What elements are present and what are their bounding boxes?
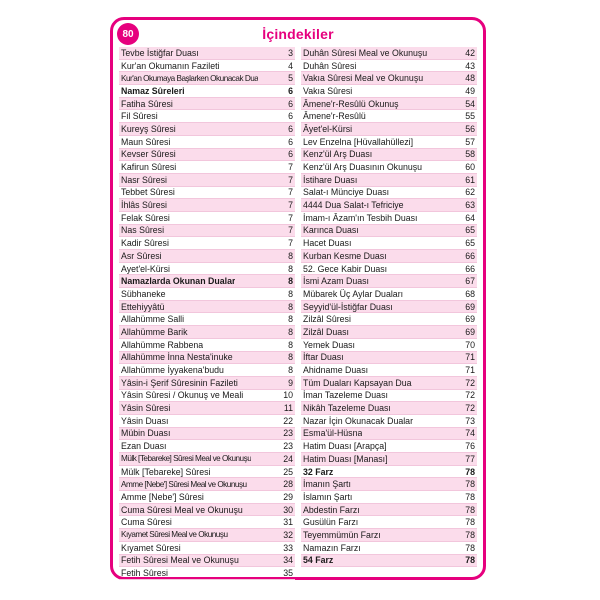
toc-entry-page: 43 [465, 60, 475, 71]
toc-entry [301, 60, 477, 73]
toc-entry-page: 71 [465, 365, 475, 376]
toc-section-heading [119, 275, 295, 288]
toc-entry-page: 8 [288, 301, 293, 312]
toc-entry-label: Yâsin-i Şerif Sûresinin Fazileti [121, 377, 238, 388]
toc-entry-page: 57 [465, 136, 475, 147]
toc-section-heading [301, 466, 477, 479]
toc-entry-page: 64 [465, 212, 475, 223]
toc-entry-page: 78 [465, 479, 475, 490]
toc-entry [119, 60, 295, 73]
toc-entry-page: 68 [465, 288, 475, 299]
toc-entry-page: 56 [465, 123, 475, 134]
toc-entry [119, 225, 295, 238]
toc-entry-page: 76 [465, 441, 475, 452]
toc-entry-label: Namazlarda Okunan Dualar [121, 276, 236, 287]
toc-entry-label: İman Tazeleme Duası [303, 390, 388, 401]
toc-entry-page: 5 [288, 73, 293, 84]
toc-entry-page: 49 [465, 85, 475, 96]
toc-columns [119, 47, 477, 580]
toc-entry-label: Tebbet Sûresi [121, 187, 175, 198]
toc-entry-label: Zilzâl Duası [303, 326, 349, 337]
toc-section-heading [119, 85, 295, 98]
toc-entry-page: 78 [465, 504, 475, 515]
toc-entry-label: Seyyid'ül-İstiğfar Duası [303, 301, 393, 312]
toc-entry-label: Kıyamet Sûresi [121, 542, 181, 553]
toc-entry [119, 440, 295, 453]
toc-entry-page: 8 [288, 250, 293, 261]
toc-entry [301, 453, 477, 466]
toc-entry-page: 7 [288, 162, 293, 173]
toc-entry-label: Ezan Duası [121, 441, 167, 452]
toc-entry-page: 8 [288, 352, 293, 363]
toc-entry [119, 301, 295, 314]
toc-entry-page: 35 [283, 568, 293, 579]
toc-entry [301, 491, 477, 504]
toc-entry [301, 199, 477, 212]
toc-entry-page: 32 [283, 529, 293, 540]
toc-entry [119, 123, 295, 136]
toc-entry-label: Allahümme İyyakena'budu [121, 365, 224, 376]
toc-entry-page: 33 [283, 542, 293, 553]
toc-entry-label: Fetih Sûresi Meal ve Okunuşu [121, 555, 239, 566]
toc-entry-label: Ahidname Duası [303, 365, 369, 376]
toc-entry [119, 313, 295, 326]
toc-entry [301, 377, 477, 390]
toc-entry [119, 237, 295, 250]
toc-entry-label: 54 Farz [303, 555, 334, 566]
toc-entry-label: Yâsin Sûresi [121, 403, 171, 414]
toc-entry [301, 440, 477, 453]
toc-entry-label: Duhân Sûresi Meal ve Okunuşu [303, 47, 428, 58]
toc-entry [301, 263, 477, 276]
toc-entry-label: Kenz'ül Arş Duasının Okunuşu [303, 162, 423, 173]
toc-entry [301, 352, 477, 365]
toc-entry [301, 516, 477, 529]
toc-entry [301, 110, 477, 123]
toc-entry-label: Mübarek Üç Aylar Duaları [303, 288, 404, 299]
toc-entry [119, 555, 295, 568]
toc-entry-page: 30 [283, 504, 293, 515]
toc-entry [119, 187, 295, 200]
toc-entry-page: 25 [283, 466, 293, 477]
toc-entry-page: 65 [465, 238, 475, 249]
toc-entry-label: Kenz'ül Arş Duası [303, 149, 373, 160]
toc-entry [301, 123, 477, 136]
toc-entry-label: Karınca Duası [303, 225, 359, 236]
toc-entry [119, 149, 295, 162]
toc-entry-label: Yâsin Duası [121, 415, 169, 426]
toc-entry-label: Amme [Nebe'] Sûresi Meal ve Okunuşu [121, 479, 247, 489]
page-number-badge: 80 [117, 23, 139, 45]
toc-entry-label: Gusülün Farzı [303, 517, 359, 528]
toc-entry [301, 504, 477, 517]
toc-entry-label: Cuma Sûresi Meal ve Okunuşu [121, 504, 243, 515]
toc-entry-label: Fil Sûresi [121, 111, 158, 122]
toc-entry [301, 225, 477, 238]
toc-entry [301, 98, 477, 111]
toc-entry-label: Mülk [Tebareke] Sûresi Meal ve Okunuşu [121, 454, 252, 464]
toc-entry [119, 466, 295, 479]
toc-entry-label: Sübhaneke [121, 288, 166, 299]
toc-entry-label: Ayet'el-Kürsi [121, 263, 170, 274]
toc-entry-label: İsmi Azam Duası [303, 276, 369, 287]
toc-entry-label: İstihare Duası [303, 174, 358, 185]
toc-entry-page: 72 [465, 403, 475, 414]
toc-entry-label: Hacet Duası [303, 238, 352, 249]
toc-entry [119, 504, 295, 517]
toc-entry [301, 187, 477, 200]
toc-entry-label: Esma'ül-Hüsna [303, 428, 363, 439]
toc-entry-label: Duhân Sûresi [303, 60, 357, 71]
toc-entry [301, 478, 477, 491]
toc-entry-page: 34 [283, 555, 293, 566]
toc-entry [119, 110, 295, 123]
toc-entry [119, 567, 295, 580]
toc-entry-label: Teyemmümün Farzı [303, 529, 381, 540]
toc-entry-page: 6 [288, 98, 293, 109]
toc-entry [119, 136, 295, 149]
toc-entry [301, 237, 477, 250]
toc-entry [301, 174, 477, 187]
toc-entry [119, 161, 295, 174]
toc-entry-page: 8 [288, 326, 293, 337]
toc-entry-page: 11 [283, 403, 293, 414]
toc-entry [301, 72, 477, 85]
toc-entry-label: Amme [Nebe'] Sûresi [121, 491, 204, 502]
toc-entry-label: Abdestin Farzı [303, 504, 360, 515]
toc-entry-label: Mübin Duası [121, 428, 171, 439]
toc-entry-page: 78 [465, 466, 475, 477]
toc-entry-label: 32 Farz [303, 466, 334, 477]
toc-entry-page: 48 [465, 73, 475, 84]
toc-entry-label: Yâsin Sûresi / Okunuş ve Meali [121, 390, 244, 401]
toc-entry-page: 7 [288, 225, 293, 236]
toc-entry-page: 78 [465, 529, 475, 540]
toc-entry [119, 364, 295, 377]
toc-entry-page: 55 [465, 111, 475, 122]
toc-entry-page: 8 [288, 314, 293, 325]
toc-entry [301, 136, 477, 149]
toc-entry [119, 339, 295, 352]
toc-entry-page: 9 [288, 377, 293, 388]
toc-section-heading [301, 555, 477, 568]
toc-entry-label: Salat-ı Münciye Duası [303, 187, 390, 198]
toc-entry-label: Felak Sûresi [121, 212, 170, 223]
toc-entry-page: 23 [283, 428, 293, 439]
toc-entry [301, 402, 477, 415]
toc-entry-page: 3 [288, 47, 293, 58]
toc-entry [301, 326, 477, 339]
toc-entry-label: Maun Sûresi [121, 136, 171, 147]
toc-entry [301, 275, 477, 288]
toc-entry-page: 24 [283, 453, 293, 464]
toc-entry [119, 250, 295, 263]
toc-entry [301, 85, 477, 98]
toc-entry [301, 415, 477, 428]
toc-entry-label: Nikâh Tazeleme Duası [303, 403, 391, 414]
toc-entry-label: Kadir Sûresi [121, 238, 169, 249]
toc-entry-label: Allahümme Salli [121, 314, 185, 325]
toc-entry [119, 98, 295, 111]
toc-entry [301, 529, 477, 542]
toc-entry [301, 428, 477, 441]
toc-entry [119, 491, 295, 504]
toc-entry [301, 47, 477, 60]
toc-entry-label: İftar Duası [303, 352, 344, 363]
toc-entry [119, 288, 295, 301]
page-title: İçindekiler [262, 26, 334, 42]
toc-entry-page: 78 [465, 542, 475, 553]
toc-entry-page: 7 [288, 212, 293, 223]
toc-entry-page: 23 [283, 441, 293, 452]
toc-entry-page: 69 [465, 326, 475, 337]
toc-entry [301, 390, 477, 403]
toc-entry [301, 250, 477, 263]
toc-entry-label: Allahümme Rabbena [121, 339, 204, 350]
toc-entry-page: 58 [465, 149, 475, 160]
toc-entry-label: Kureyş Sûresi [121, 123, 176, 134]
toc-entry-page: 8 [288, 365, 293, 376]
toc-entry-label: Allahümme Barik [121, 326, 188, 337]
toc-entry-label: Vakıa Sûresi [303, 85, 353, 96]
toc-entry-label: Hatim Duası [Manası] [303, 453, 388, 464]
toc-entry-page: 6 [288, 149, 293, 160]
toc-entry [119, 352, 295, 365]
toc-entry-page: 6 [288, 111, 293, 122]
toc-entry-page: 69 [465, 314, 475, 325]
toc-entry-label: Hatim Duası [Arapça] [303, 441, 387, 452]
toc-right-column [301, 47, 477, 580]
toc-entry-label: Cuma Sûresi [121, 517, 172, 528]
toc-entry-page: 8 [288, 276, 293, 287]
toc-entry-page: 66 [465, 263, 475, 274]
toc-entry [301, 161, 477, 174]
toc-entry-page: 7 [288, 238, 293, 249]
toc-entry-page: 71 [465, 352, 475, 363]
toc-entry-label: Kıyamet Sûresi Meal ve Okunuşu [121, 530, 228, 540]
toc-entry-label: Yemek Duası [303, 339, 355, 350]
toc-left-column [119, 47, 295, 580]
toc-entry-label: Mülk [Tebareke] Sûresi [121, 466, 211, 477]
toc-entry-page: 60 [465, 162, 475, 173]
toc-entry-label: Nazar İçin Okunacak Dualar [303, 415, 414, 426]
toc-entry-page: 74 [465, 428, 475, 439]
toc-entry-page: 54 [465, 98, 475, 109]
toc-entry-label: Kur'an Okumaya Başlarken Okunacak Dua [121, 73, 259, 83]
toc-entry-page: 66 [465, 250, 475, 261]
toc-entry-page: 72 [465, 390, 475, 401]
toc-entry [119, 542, 295, 555]
toc-entry-label: 4444 Dua Salat-ı Tefriciye [303, 200, 404, 211]
toc-entry-page: 6 [288, 123, 293, 134]
toc-entry [301, 542, 477, 555]
toc-entry-page: 42 [465, 47, 475, 58]
toc-entry-page: 69 [465, 301, 475, 312]
toc-entry [119, 453, 295, 466]
toc-entry-label: Fatiha Sûresi [121, 98, 173, 109]
toc-entry-page: 29 [283, 491, 293, 502]
toc-entry [119, 428, 295, 441]
toc-entry-label: Asr Sûresi [121, 250, 162, 261]
toc-entry-label: Âyet'el-Kürsi [303, 123, 353, 134]
toc-entry-page: 7 [288, 174, 293, 185]
toc-entry [119, 377, 295, 390]
toc-entry-page: 61 [465, 174, 475, 185]
toc-entry [119, 326, 295, 339]
toc-entry [119, 199, 295, 212]
toc-entry-label: Lev Enzelna [Hüvallahüllezi] [303, 136, 414, 147]
toc-entry-page: 28 [283, 479, 293, 490]
toc-entry-label: Namaz Sûreleri [121, 85, 185, 96]
toc-entry-label: Zilzâl Sûresi [303, 314, 351, 325]
toc-entry [119, 47, 295, 60]
toc-entry-page: 8 [288, 339, 293, 350]
toc-entry-label: İhlâs Sûresi [121, 200, 167, 211]
toc-entry [119, 415, 295, 428]
toc-entry-label: İmanın Şartı [303, 479, 351, 490]
toc-entry-page: 7 [288, 187, 293, 198]
toc-entry-page: 22 [283, 415, 293, 426]
toc-entry-page: 31 [283, 517, 293, 528]
toc-entry-page: 78 [465, 517, 475, 528]
toc-entry-page: 6 [288, 136, 293, 147]
toc-entry-label: Kafirun Sûresi [121, 162, 177, 173]
toc-entry-page: 72 [465, 377, 475, 388]
toc-entry [119, 529, 295, 542]
toc-entry [301, 313, 477, 326]
toc-entry [301, 212, 477, 225]
toc-entry-page: 6 [288, 85, 293, 96]
toc-entry [119, 174, 295, 187]
toc-entry-page: 62 [465, 187, 475, 198]
toc-entry-page: 4 [288, 60, 293, 71]
toc-entry [301, 149, 477, 162]
toc-entry-page: 65 [465, 225, 475, 236]
toc-entry-page: 7 [288, 200, 293, 211]
toc-entry-label: Âmene'r-Resûlü [303, 111, 366, 122]
toc-entry-label: Ettehiyyâtü [121, 301, 165, 312]
toc-entry-page: 10 [283, 390, 293, 401]
toc-entry-label: Kur'an Okumanın Fazileti [121, 60, 220, 71]
toc-entry-label: Âmene'r-Resûlü Okunuş [303, 98, 399, 109]
toc-entry-label: Nas Sûresi [121, 225, 165, 236]
toc-entry-page: 63 [465, 200, 475, 211]
toc-entry-page: 73 [465, 415, 475, 426]
toc-entry-label: Nasr Sûresi [121, 174, 167, 185]
toc-entry-page: 70 [465, 339, 475, 350]
toc-entry-label: Allahümme İnna Nesta'inuke [121, 352, 233, 363]
toc-entry-label: Tevbe İstiğfar Duası [121, 47, 199, 58]
toc-entry [301, 339, 477, 352]
toc-entry-page: 78 [465, 491, 475, 502]
toc-entry-page: 8 [288, 263, 293, 274]
toc-entry-label: Fetih Sûresi [121, 568, 168, 579]
toc-entry [119, 212, 295, 225]
toc-entry [119, 516, 295, 529]
toc-entry [119, 72, 295, 85]
toc-entry-page: 77 [465, 453, 475, 464]
toc-entry-label: İslamın Şartı [303, 491, 353, 502]
toc-entry-label: 52. Gece Kabir Duası [303, 263, 388, 274]
toc-entry [301, 364, 477, 377]
toc-entry-label: Namazın Farzı [303, 542, 361, 553]
toc-entry-label: Vakıa Sûresi Meal ve Okunuşu [303, 73, 424, 84]
toc-entry [301, 288, 477, 301]
toc-entry [119, 263, 295, 276]
toc-page-frame [110, 17, 486, 580]
toc-entry-label: Kurban Kesme Duası [303, 250, 387, 261]
toc-entry-label: Kevser Sûresi [121, 149, 176, 160]
toc-entry [301, 301, 477, 314]
toc-entry [119, 478, 295, 491]
toc-entry-label: İmam-ı Âzam'ın Tesbih Duası [303, 212, 418, 223]
toc-entry-page: 8 [288, 288, 293, 299]
toc-entry [119, 402, 295, 415]
toc-entry-label: Tüm Duaları Kapsayan Dua [303, 377, 412, 388]
toc-entry [119, 390, 295, 403]
toc-entry-page: 67 [465, 276, 475, 287]
toc-entry-page: 78 [465, 555, 475, 566]
